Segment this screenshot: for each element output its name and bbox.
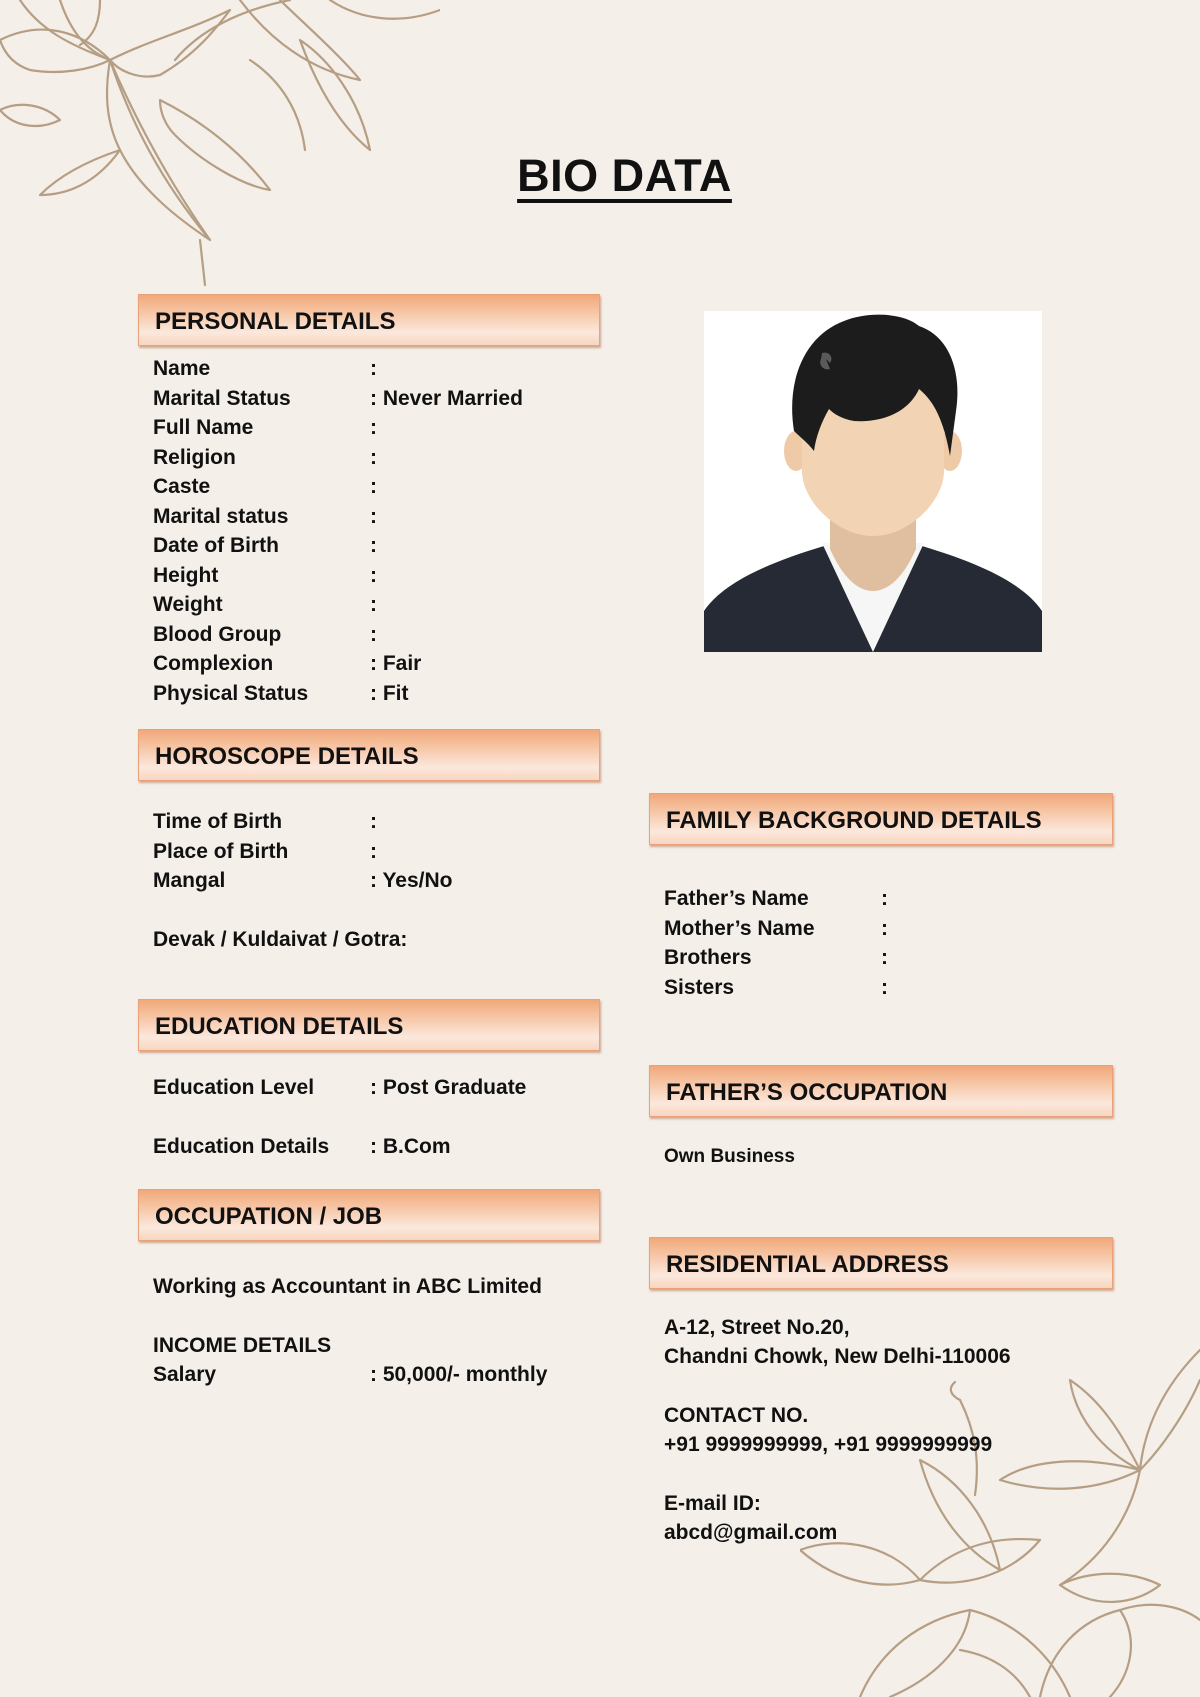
- education-detail-row-value: : B.Com: [370, 1135, 451, 1158]
- family-detail-row-value: :: [881, 946, 888, 969]
- contact-heading: CONTACT NO.: [664, 1404, 809, 1427]
- family-detail-row-label: Mother’s Name: [664, 916, 815, 940]
- horoscope-detail-row-label: Place of Birth: [153, 839, 289, 863]
- page-title: BIO DATA: [517, 150, 732, 201]
- section-header-education-details: EDUCATION DETAILS: [138, 999, 600, 1051]
- personal-detail-row-value: :: [370, 593, 377, 616]
- horoscope-detail-row-value: :: [370, 810, 377, 833]
- family-detail-row-value: :: [881, 916, 888, 940]
- horoscope-detail-row-value: : Yes/No: [370, 869, 453, 892]
- floral-decoration-top-left-icon: [0, 0, 440, 290]
- personal-detail-row-value: :: [370, 504, 377, 528]
- horoscope-detail-row: [153, 837, 633, 866]
- email-address: abcd@gmail.com: [664, 1521, 838, 1544]
- family-detail-row: [664, 884, 1144, 913]
- occupation-text: Working as Accountant in ABC Limited: [153, 1275, 542, 1298]
- family-detail-row: [664, 943, 1144, 972]
- personal-detail-row: [153, 413, 633, 442]
- personal-detail-row-label: Name: [153, 357, 211, 380]
- personal-detail-row-label: Physical Status: [153, 681, 309, 705]
- personal-detail-row-value: :: [370, 475, 377, 498]
- fathers-occupation-text: Own Business: [664, 1146, 795, 1167]
- family-detail-row-value: :: [881, 887, 888, 910]
- address-line-1: A-12, Street No.20,: [664, 1316, 850, 1339]
- address-line-2: Chandni Chowk, New Delhi-110006: [664, 1345, 1011, 1368]
- personal-detail-row-value: : Fair: [370, 652, 422, 675]
- profile-photo: [704, 311, 1042, 652]
- personal-detail-row: [153, 561, 633, 590]
- personal-detail-row: [153, 620, 633, 649]
- email-heading: E-mail ID:: [664, 1492, 761, 1515]
- personal-detail-row-label: Weight: [153, 593, 223, 616]
- personal-detail-row: [153, 590, 633, 619]
- education-detail-row-label: Education Details: [153, 1135, 330, 1158]
- salary-value: : 50,000/- monthly: [370, 1363, 548, 1386]
- education-detail-row: [153, 1073, 633, 1102]
- personal-detail-row-value: : Fit: [370, 681, 409, 705]
- section-header-personal-details: PERSONAL DETAILS: [138, 294, 600, 346]
- personal-detail-row: [153, 354, 633, 383]
- gotra-label: Devak / Kuldaivat / Gotra:: [153, 928, 408, 951]
- family-detail-row-label: Sisters: [664, 975, 735, 999]
- personal-detail-row-label: Marital status: [153, 504, 289, 528]
- income-details-heading: INCOME DETAILS: [153, 1334, 332, 1357]
- family-detail-row: [664, 914, 1144, 943]
- floral-decoration-bottom-right-icon: [800, 1320, 1200, 1697]
- personal-detail-row-value: : Never Married: [370, 386, 523, 410]
- personal-detail-row: [153, 472, 633, 501]
- family-detail-row-value: :: [881, 975, 888, 999]
- personal-detail-row-label: Date of Birth: [153, 534, 279, 557]
- personal-detail-row: [153, 649, 633, 678]
- horoscope-detail-row-label: Mangal: [153, 869, 226, 892]
- horoscope-detail-row: [153, 807, 633, 836]
- person-avatar-icon: [704, 311, 1042, 652]
- family-detail-row-label: Father’s Name: [664, 887, 809, 910]
- section-header-family-background: FAMILY BACKGROUND DETAILS: [649, 793, 1113, 845]
- salary-label: Salary: [153, 1363, 217, 1386]
- personal-detail-row-value: :: [370, 357, 377, 380]
- horoscope-detail-row-label: Time of Birth: [153, 810, 283, 833]
- education-detail-row: [153, 1132, 633, 1161]
- salary-row: [153, 1360, 603, 1389]
- contact-numbers: +91 9999999999, +91 9999999999: [664, 1433, 993, 1456]
- family-detail-row: [664, 973, 1144, 1002]
- personal-detail-row-value: :: [370, 445, 377, 469]
- personal-detail-row: [153, 531, 633, 560]
- section-header-residential-address: RESIDENTIAL ADDRESS: [649, 1237, 1113, 1289]
- personal-detail-row: [153, 679, 633, 708]
- personal-detail-row-label: Blood Group: [153, 622, 282, 646]
- family-detail-row-label: Brothers: [664, 946, 752, 969]
- personal-detail-row-value: :: [370, 416, 377, 439]
- personal-detail-row-label: Religion: [153, 445, 236, 469]
- personal-detail-row-label: Caste: [153, 475, 211, 498]
- section-header-horoscope-details: HOROSCOPE DETAILS: [138, 729, 600, 781]
- personal-detail-row-label: Height: [153, 563, 219, 587]
- personal-detail-row: [153, 502, 633, 531]
- education-detail-row-label: Education Level: [153, 1076, 315, 1099]
- section-header-occupation: OCCUPATION / JOB: [138, 1189, 600, 1241]
- horoscope-detail-row-value: :: [370, 839, 377, 863]
- section-header-fathers-occupation: FATHER’S OCCUPATION: [649, 1065, 1113, 1117]
- personal-detail-row: [153, 384, 633, 413]
- personal-detail-row-value: :: [370, 534, 377, 557]
- personal-detail-row-label: Full Name: [153, 416, 254, 439]
- horoscope-detail-row: [153, 866, 633, 895]
- personal-detail-row-label: Complexion: [153, 652, 274, 675]
- education-detail-row-value: : Post Graduate: [370, 1076, 527, 1099]
- personal-detail-row-value: :: [370, 622, 377, 646]
- personal-detail-row: [153, 443, 633, 472]
- personal-detail-row-value: :: [370, 563, 377, 587]
- personal-detail-row-label: Marital Status: [153, 386, 291, 410]
